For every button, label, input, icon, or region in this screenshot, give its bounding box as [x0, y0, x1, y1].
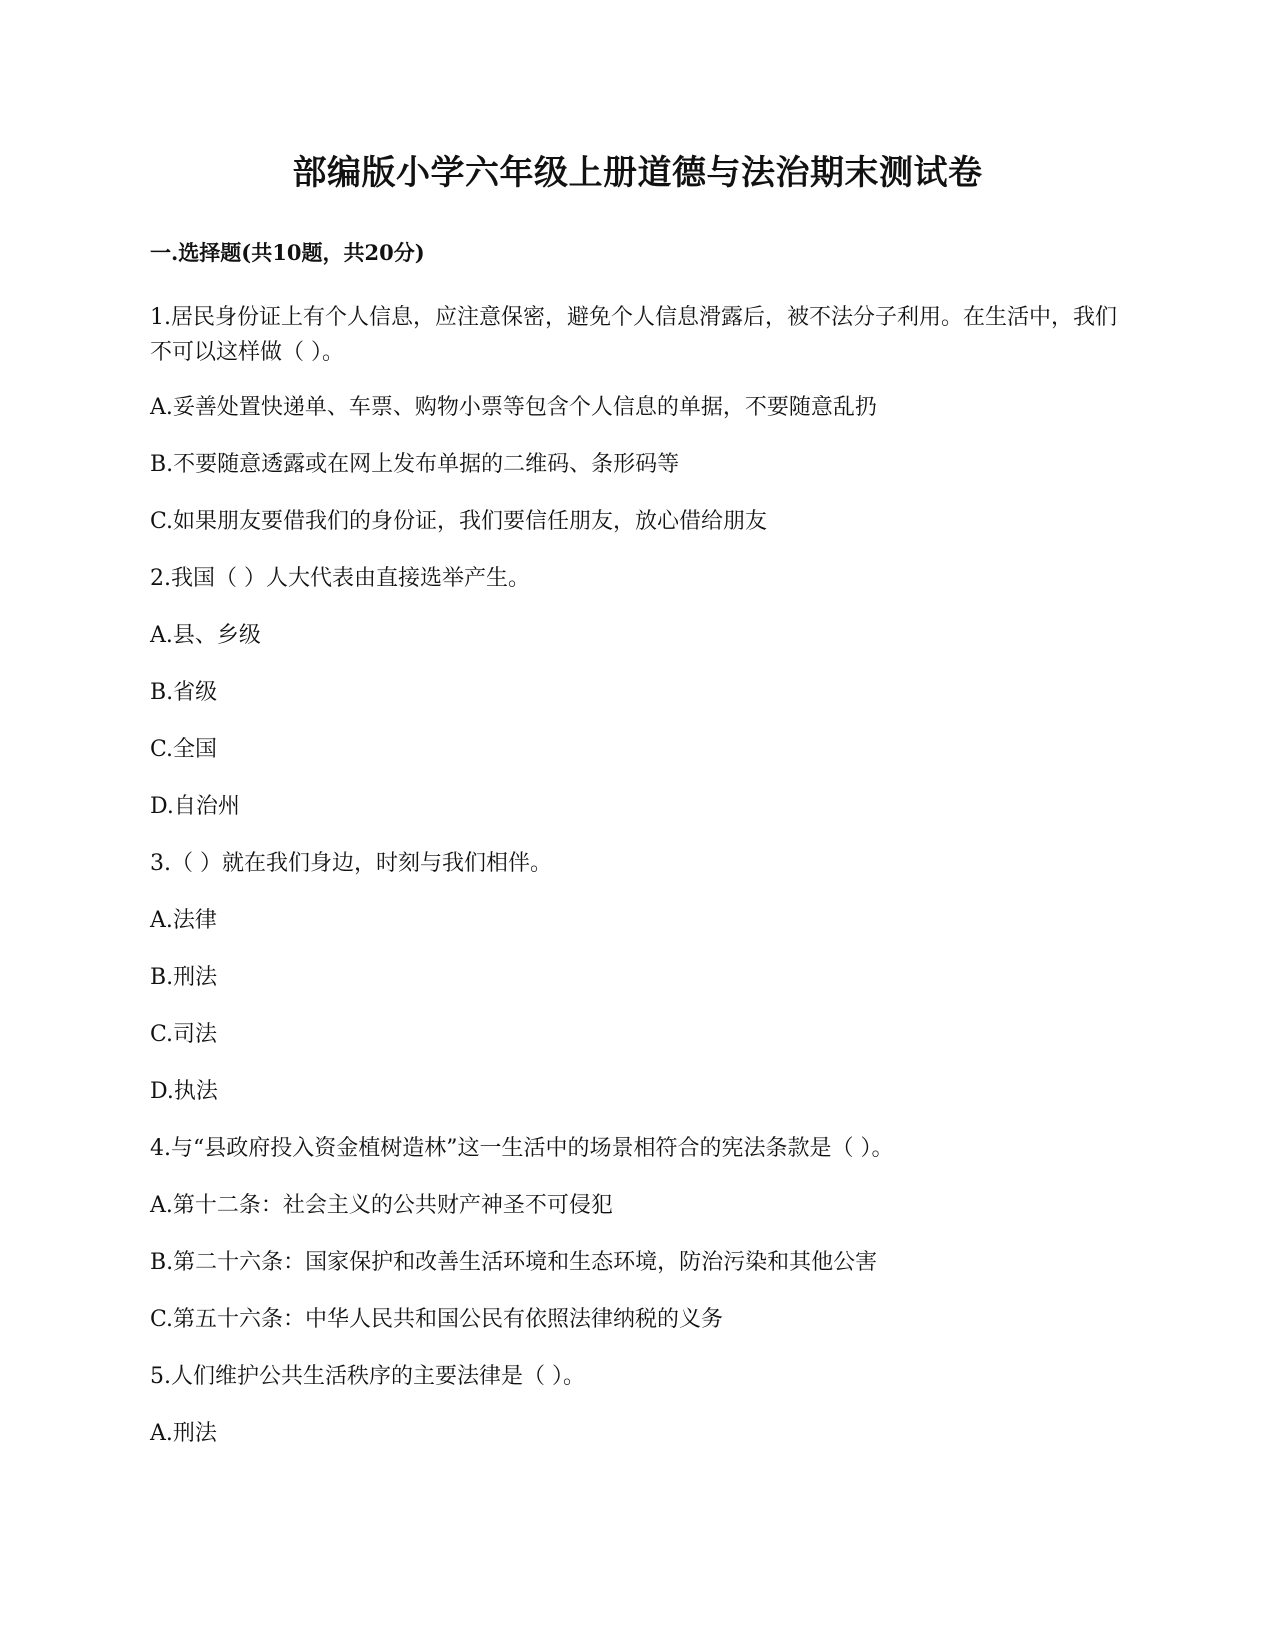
answer-option: C.第五十六条：中华人民共和国公民有依照法律纳税的义务	[150, 1307, 724, 1332]
question-stem: 3.（ ）就在我们身边，时刻与我们相伴。	[150, 851, 552, 876]
answer-option: A.妥善处置快递单、车票、购物小票等包含个人信息的单据，不要随意乱扔	[150, 395, 877, 420]
answer-option: A.法律	[150, 908, 217, 933]
question-2	[150, 562, 1130, 823]
question-stem: 5.人们维护公共生活秩序的主要法律是（ ）。	[150, 1364, 585, 1389]
question-5	[150, 1360, 1130, 1450]
section-heading: 一.选择题(共10题，共20分)	[150, 240, 425, 265]
answer-option: A.刑法	[150, 1421, 217, 1446]
question-4	[150, 1132, 1130, 1336]
answer-option: D.自治州	[150, 794, 240, 819]
question-1	[150, 300, 1130, 538]
answer-option: C.全国	[150, 737, 218, 762]
answer-option: A.县、乡级	[150, 623, 261, 648]
question-stem: 2.我国（ ）人大代表由直接选举产生。	[150, 566, 530, 591]
question-stem: 4.与“县政府投入资金植树造林”这一生活中的场景相符合的宪法条款是（ ）。	[150, 1136, 894, 1161]
document-title: 部编版小学六年级上册道德与法治期末测试卷	[292, 153, 983, 193]
question-list	[150, 300, 1130, 1474]
answer-option: C.如果朋友要借我们的身份证，我们要信任朋友，放心借给朋友	[150, 509, 768, 534]
answer-option: B.刑法	[150, 965, 218, 990]
question-3	[150, 847, 1130, 1108]
answer-option: B.省级	[150, 680, 218, 705]
answer-option: B.第二十六条：国家保护和改善生活环境和生态环境，防治污染和其他公害	[150, 1250, 878, 1275]
answer-option: D.执法	[150, 1079, 218, 1104]
answer-option: A.第十二条：社会主义的公共财产神圣不可侵犯	[150, 1193, 613, 1218]
answer-option: B.不要随意透露或在网上发布单据的二维码、条形码等	[150, 452, 680, 477]
answer-option: C.司法	[150, 1022, 218, 1047]
question-stem: 1.居民身份证上有个人信息，应注意保密，避免个人信息滑露后，被不法分子利用。在生活中，我们不可以这样做（ ）。	[150, 305, 1117, 365]
